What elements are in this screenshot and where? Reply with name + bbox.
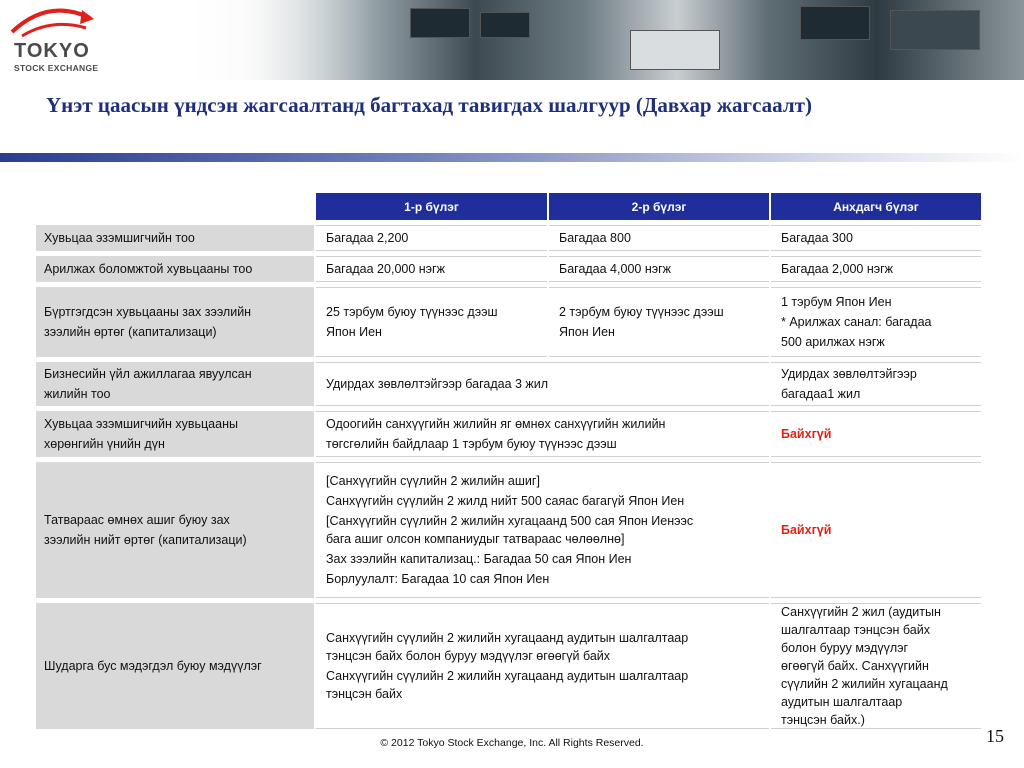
cell-r1-primary: Багадаа 300 [771, 225, 981, 251]
cell-r6-g1-g2: [Санхүүгийн сүүлийн 2 жилийн ашиг] Санхүүгийн сүүлийн 2 жилд нийт 500 саяас багагүй Япон Иен [Санхүүгийн сүүлийн 2 жилийн хугацаанд 500 сая Япон Иенээс бага ашиг олсон компаниудыг татвараас чөлөөлнө] Зах зээлийн капитализац.: Багадаа 50 сая Япон Иен Борлуулалт: Багадаа 10 сая Япон Иен [316, 462, 769, 598]
row-label-pretax-profit: Татвараас өмнөх ашиг буюу зах зээлийн нийт өртөг (капитализаци) [36, 462, 314, 598]
tse-logo [0, 0, 110, 80]
header-group-primary: Анхдагч бүлэг [771, 193, 981, 220]
cell-r7-g1-g2: Санхүүгийн сүүлийн 2 жилийн хугацаанд аудитын шалгалтаар тэнцсэн байх болон буруу мэдүүлэг өгөөгүй байх Санхүүгийн сүүлийн 2 жилийн хугацаанд аудитын шалгалтаар тэнцсэн байх [316, 603, 769, 729]
cell-r7-primary: Санхүүгийн 2 жил (аудитын шалгалтаар тэнцсэн байх болон буруу мэдүүлэг өгөөгүй байх. Санхүүгийн сүүлийн 2 жилийн хугацаанд аудитын шалгалтаар тэнцсэн байх.) [771, 603, 981, 729]
row-label-shareholders: Хувьцаа эзэмшигчийн тоо [36, 225, 314, 251]
row-label-years-in-business: Бизнесийн үйл ажиллагаа явуулсан жилийн тоо [36, 362, 314, 406]
row-label-equity: Хувьцаа эзэмшигчийн хувьцааны хөрөнгийн үнийн дүн [36, 411, 314, 457]
cell-r2-g2: Багадаа 4,000 нэгж [549, 256, 769, 282]
cell-r6-primary: Байхгүй [771, 462, 981, 598]
header-group-1: 1-р бүлэг [316, 193, 547, 220]
cell-r3-g1: 25 тэрбум буюу түүнээс дээш Япон Иен [316, 287, 547, 357]
header-photo [110, 0, 1024, 80]
cell-r2-primary: Багадаа 2,000 нэгж [771, 256, 981, 282]
cell-r2-g1: Багадаа 20,000 нэгж [316, 256, 547, 282]
cell-r4-g1-g2: Удирдах зөвлөлтэйгээр багадаа 3 жил [316, 362, 769, 406]
page-number: 15 [986, 726, 1004, 746]
slide-title: Үнэт цаасын үндсэн жагсаалтанд багтахад тавигдах шалгуур (Давхар жагсаалт) [46, 93, 812, 117]
row-label-tradable-shares: Арилжах боломжтой хувьцааны тоо [36, 256, 314, 282]
header-group-2: 2-р бүлэг [549, 193, 769, 220]
copyright-footer: © 2012 Tokyo Stock Exchange, Inc. All Rights Reserved. [380, 737, 644, 749]
logo-arrow-icon [8, 4, 98, 38]
cell-r4-primary: Удирдах зөвлөлтэйгээр багадаа1 жил [771, 362, 981, 406]
cell-r5-g1-g2: Одоогийн санхүүгийн жилийн яг өмнөх санхүүгийн жилийн төгсгөлийн байдлаар 1 тэрбум буюу түүнээс дээш [316, 411, 769, 457]
cell-r1-g1: Багадаа 2,200 [316, 225, 547, 251]
logo-subtitle: STOCK EXCHANGE [14, 63, 99, 73]
logo-name: TOKYO [14, 40, 90, 62]
cell-r5-primary: Байхгүй [771, 411, 981, 457]
row-label-false-statement: Шударга бус мэдэгдэл буюу мэдүүлэг [36, 603, 314, 729]
title-divider [0, 153, 1024, 162]
cell-r3-primary: 1 тэрбум Япон Иен * Арилжах санал: багадаа 500 арилжах нэгж [771, 287, 981, 357]
row-label-market-cap: Бүртгэгдсэн хувьцааны зах зээлийн зээлийн өртөг (капитализаци) [36, 287, 314, 357]
cell-r1-g2: Багадаа 800 [549, 225, 769, 251]
cell-r3-g2: 2 тэрбум буюу түүнээс дээш Япон Иен [549, 287, 769, 357]
